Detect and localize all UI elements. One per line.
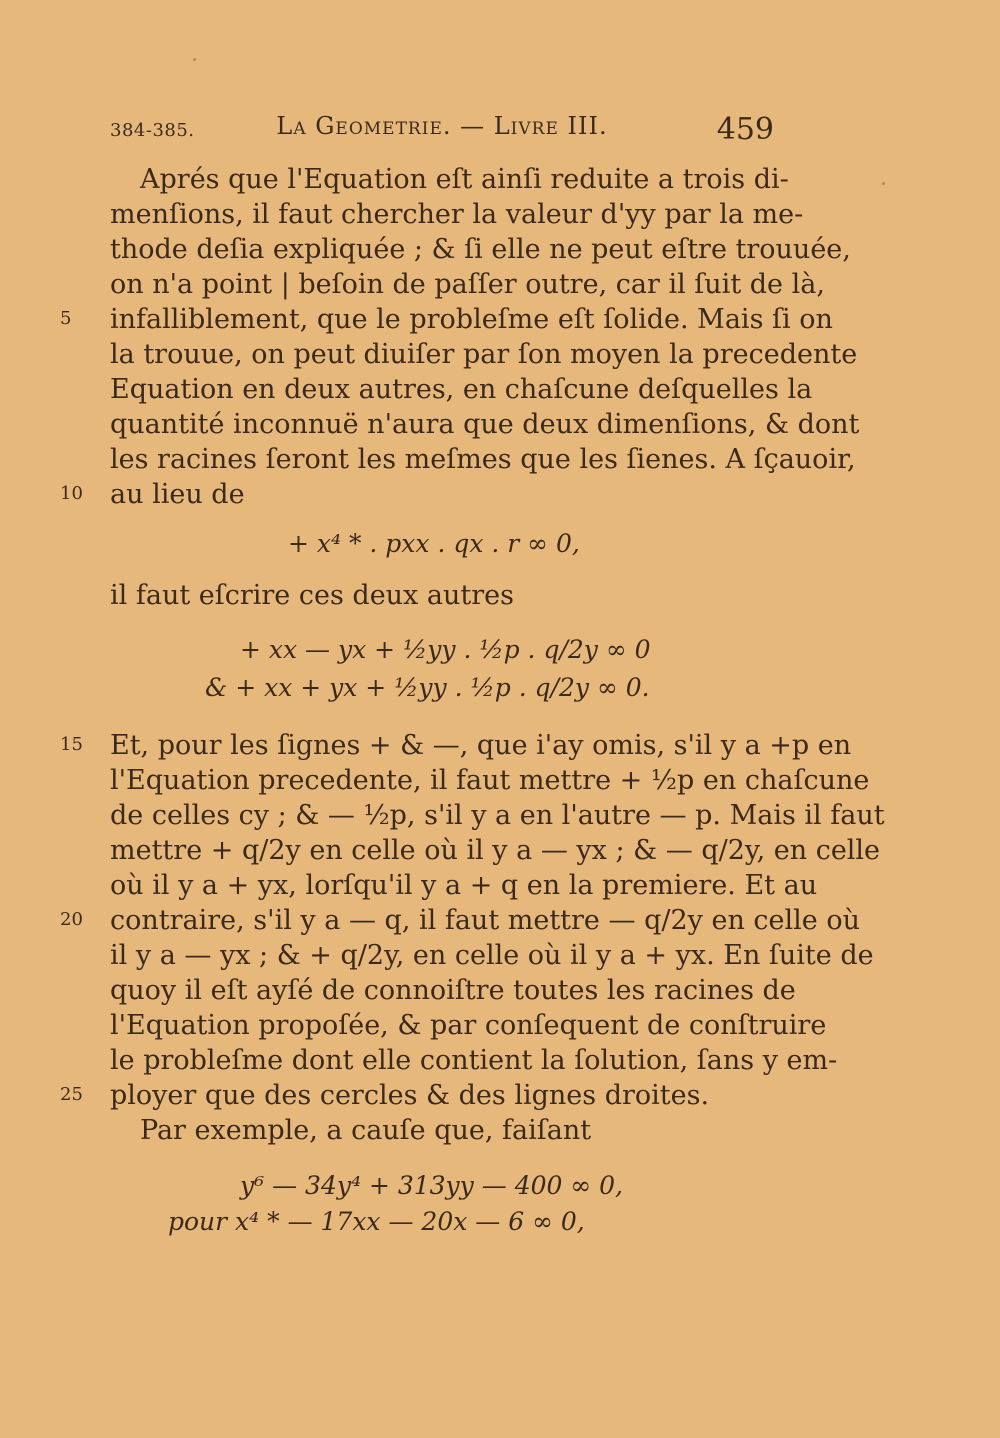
text-line: l'Equation propoſée, & par conſequent de conſtruire bbox=[110, 1010, 827, 1041]
formula-3: & + xx + yx + ½yy . ½p . q/2y ∞ 0. bbox=[205, 673, 650, 702]
text-line: la trouue, on peut diuiſer par ſon moyen la precedente bbox=[110, 339, 858, 370]
text-line: Par exemple, a cauſe que, faiſant bbox=[140, 1115, 592, 1146]
text-line: au lieu de bbox=[110, 479, 245, 510]
text-line: l'Equation precedente, il faut mettre + ½p en chaſcune bbox=[110, 765, 870, 796]
line-number: 15 bbox=[60, 734, 83, 755]
text-line: il y a — yx ; & + q/2y, en celle où il y a + yx. En ſuite de bbox=[110, 940, 874, 971]
paper-speck bbox=[882, 182, 885, 185]
line-number: 25 bbox=[60, 1084, 83, 1105]
text-line: quoy il eſt ayſé de connoiſtre toutes les racines de bbox=[110, 975, 796, 1006]
text-line: thode deſia expliquée ; & ſi elle ne peut eſtre trouuée, bbox=[110, 234, 851, 265]
text-line: Aprés que l'Equation eſt ainſi reduite a trois di- bbox=[140, 164, 789, 195]
paper-speck bbox=[193, 58, 196, 61]
text-line: les racines ſeront les meſmes que les ſienes. A ſçauoir, bbox=[110, 444, 856, 475]
text-line: où il y a + yx, lorſqu'il y a + q en la premiere. Et au bbox=[110, 870, 818, 901]
text-line: on n'a point | beſoin de paſſer outre, car il ſuit de là, bbox=[110, 269, 825, 300]
text-line: le probleſme dont elle contient la ſolution, ſans y em- bbox=[110, 1045, 838, 1076]
text-line: Equation en deux autres, en chaſcune deſquelles la bbox=[110, 374, 813, 405]
text-line: quantité inconnuë n'aura que deux dimenſions, & dont bbox=[110, 409, 860, 440]
text-line: il faut eſcrire ces deux autres bbox=[110, 580, 514, 611]
running-header bbox=[110, 112, 774, 152]
formula-5: pour x⁴ * — 17xx — 20x — 6 ∞ 0, bbox=[168, 1207, 585, 1236]
page-number: 459 bbox=[716, 112, 774, 147]
line-number: 10 bbox=[60, 483, 83, 504]
text-line: Et, pour les ſignes + & —, que i'ay omis, s'il y a +p en bbox=[110, 730, 852, 761]
text-line: infalliblement, que le probleſme eſt ſolide. Mais ſi on bbox=[110, 304, 833, 335]
text-line: ployer que des cercles & des lignes droites. bbox=[110, 1080, 710, 1111]
text-line: contraire, s'il y a — q, il faut mettre — q/2y en celle où bbox=[110, 905, 861, 936]
formula-4: y⁶ — 34y⁴ + 313yy — 400 ∞ 0, bbox=[240, 1171, 623, 1200]
page-range: 384-385. bbox=[110, 120, 195, 141]
running-title: La Geometrie. — Livre III. bbox=[276, 112, 608, 140]
formula-1: + x⁴ * . pxx . qx . r ∞ 0, bbox=[288, 529, 580, 558]
formula-2: + xx — yx + ½yy . ½p . q/2y ∞ 0 bbox=[240, 635, 651, 664]
text-line: menſions, il faut chercher la valeur d'yy par la me- bbox=[110, 199, 804, 230]
line-number: 5 bbox=[60, 308, 72, 329]
text-line: de celles cy ; & — ½p, s'il y a en l'autre — p. Mais il faut bbox=[110, 800, 885, 831]
text-line: mettre + q/2y en celle où il y a — yx ; & — q/2y, en celle bbox=[110, 835, 881, 866]
line-number: 20 bbox=[60, 909, 83, 930]
